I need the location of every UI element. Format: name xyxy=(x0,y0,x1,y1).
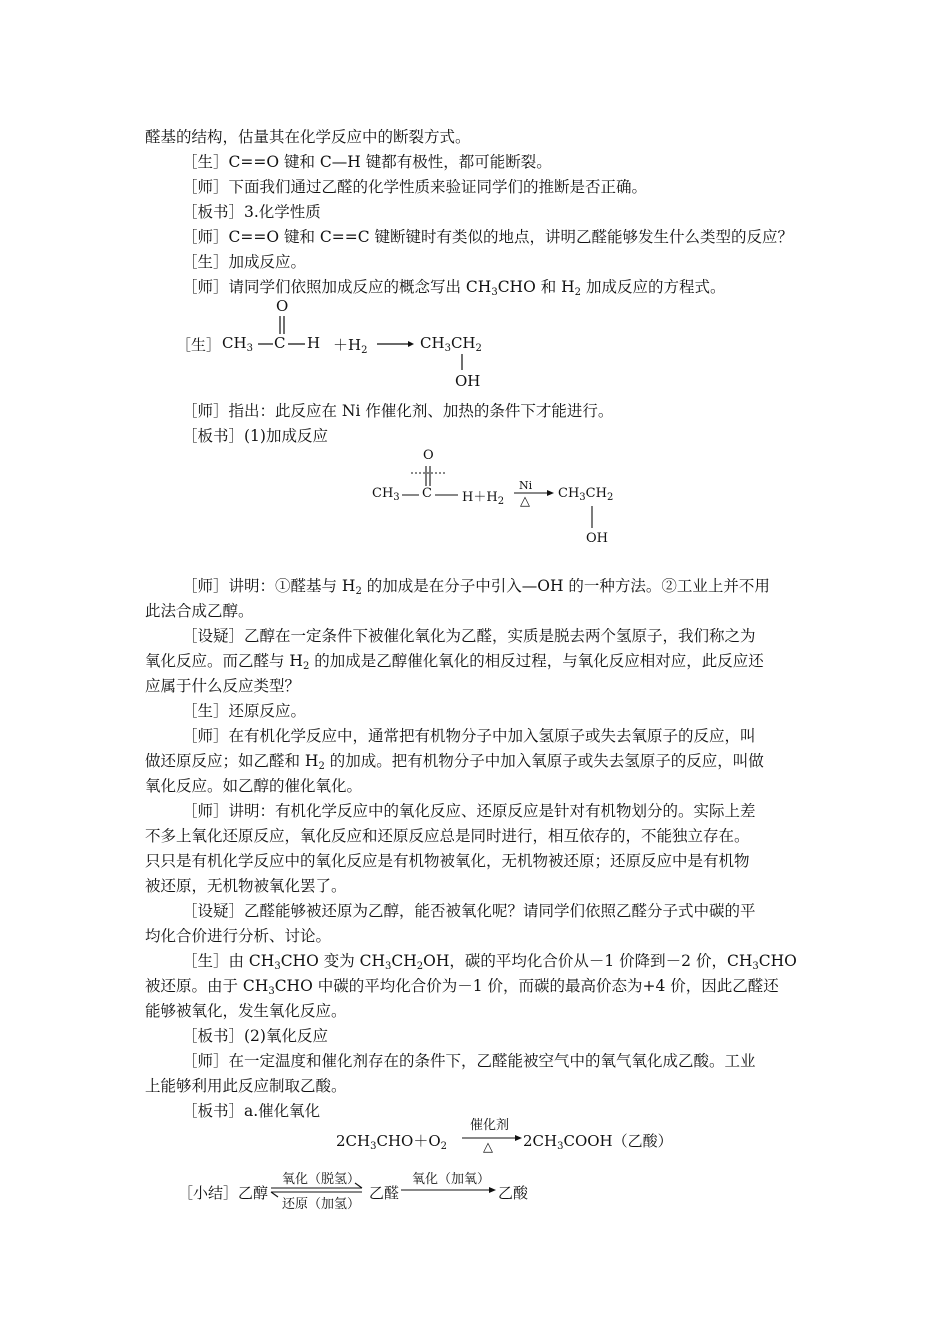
eq1-carbon: C xyxy=(274,334,286,352)
text-line: 被还原，无机物被氧化罢了。 xyxy=(145,877,347,895)
summary-acetic-acid: 乙酸 xyxy=(498,1184,529,1202)
text-line: 应属于什么反应类型？ xyxy=(145,677,301,695)
text-line: ［师］C==O 键和 C==C 键断键时有类似的地点，讲明乙醛能够发生什么类型的反应？ xyxy=(182,228,794,246)
eq3-heat: △ xyxy=(483,1140,493,1155)
text-line: ［生］C==O 键和 C—H 键都有极性，都可能断裂。 xyxy=(182,153,552,171)
text-line: 做还原反应；如乙醛和 $H_2$ 的加成。把有机物分子中加入氧原子或失去氢原子的反应，叫做 xyxy=(145,752,764,772)
text-line: 上能够利用此反应制取乙酸。 xyxy=(145,1077,347,1095)
text-line: ［师］讲明：①醛基与 $H_2$ 的加成是在分子中引入—OH 的一种方法。②工业上并不用 xyxy=(182,577,770,597)
text-line: ［板书］3.化学性质 xyxy=(182,203,321,221)
speaker-label: ［生］ xyxy=(176,336,222,354)
text-line: ［师］讲明：有机化学反应中的氧化反应、还原反应是针对有机物划分的。实际上差 xyxy=(182,802,756,820)
text-line: ［生］加成反应。 xyxy=(182,253,307,271)
eq3-product: $2CH_3COOH$（乙酸） xyxy=(523,1132,673,1152)
eq1-ch3: $CH_3$ xyxy=(222,334,253,354)
eq2-catalyst: Ni xyxy=(519,479,533,492)
text-line: 均化合价进行分析、讨论。 xyxy=(145,927,332,945)
eq1-oxygen: O xyxy=(276,297,289,315)
eq3-catalyst: 催化剂 xyxy=(470,1118,510,1133)
text-line: 醛基的结构，估量其在化学反应中的断裂方式。 xyxy=(145,128,471,146)
summary-acetaldehyde: 乙醛 xyxy=(369,1184,400,1202)
text-line: 氧化反应。如乙醇的催化氧化。 xyxy=(145,777,363,795)
eq1-oh: OH xyxy=(455,372,481,390)
text-line: ［师］下面我们通过乙醛的化学性质来验证同学们的推断是否正确。 xyxy=(182,178,648,196)
eq2-carbon: C xyxy=(422,486,432,501)
eq3-reactants: $2CH_3CHO+O_2$ xyxy=(336,1132,448,1152)
text-line: ［师］在一定温度和催化剂存在的条件下，乙醛能被空气中的氧气氧化成乙酸。工业 xyxy=(182,1052,756,1070)
text-line: 不多上氧化还原反应，氧化反应和还原反应总是同时进行，相互依存的，不能独立存在。 xyxy=(145,827,750,845)
eq2-oh: OH xyxy=(586,531,608,546)
text-line: ［板书］a.催化氧化 xyxy=(182,1102,321,1120)
text-line: ［师］请同学们依照加成反应的概念写出 $CH_3CHO$ 和 $H_2$ 加成反应的方程式。 xyxy=(182,278,726,298)
text-line: ［生］还原反应。 xyxy=(182,702,307,720)
text-line: ［设疑］乙醇在一定条件下被催化氧化为乙醛，实质是脱去两个氢原子，我们称之为 xyxy=(182,627,756,645)
eq2-product: $CH_3CH_2$ xyxy=(558,486,614,503)
summary-reverse-label: 还原（加氢） xyxy=(282,1197,361,1212)
text-line: 此法合成乙醇。 xyxy=(145,602,254,620)
summary-forward2-label: 氧化（加氧） xyxy=(412,1172,491,1187)
text-line: ［板书］(2)氧化反应 xyxy=(182,1027,328,1045)
text-line: ［师］在有机化学反应中，通常把有机物分子中加入氢原子或失去氧原子的反应，叫 xyxy=(182,727,756,745)
summary-forward-label: 氧化（脱氢） xyxy=(282,1172,361,1187)
eq1-product: $CH_3CH_2$ xyxy=(420,334,482,354)
text-line: 只只是有机化学反应中的氧化反应是有机物被氧化，无机物被还原；还原反应中是有机物 xyxy=(145,852,750,870)
eq2-oxygen: O xyxy=(423,448,434,463)
summary-ethanol: 乙醇 xyxy=(238,1184,269,1202)
text-line: 被还原。由于 $CH_3CHO$ 中碳的平均化合价为－1 价，而碳的最高价态为+4 价，因此乙醛还 xyxy=(145,977,779,997)
text-line: ［生］由 $CH_3CHO$ 变为 $CH_3CH_2OH$，碳的平均化合价从－1 价降到－2 价，$CH_3CHO$ xyxy=(182,952,797,972)
summary-label: ［小结］ xyxy=(178,1184,239,1202)
eq2-heat: △ xyxy=(520,494,530,509)
text-line: 能够被氧化，发生氧化反应。 xyxy=(145,1002,347,1020)
eq2-h-plus-h2: $H+H_2$ xyxy=(462,490,505,507)
text-line: ［师］指出：此反应在 Ni 作催化剂、加热的条件下才能进行。 xyxy=(182,402,614,420)
text-line: ［设疑］乙醛能够被还原为乙醇，能否被氧化呢？请同学们依照乙醛分子式中碳的平 xyxy=(182,902,756,920)
eq2-ch3: $CH_3$ xyxy=(372,486,400,503)
eq1-hydrogen: H xyxy=(307,334,321,352)
eq1-plus-h2: $+H_2$ xyxy=(333,336,368,356)
text-line: ［板书］(1)加成反应 xyxy=(182,427,328,445)
text-line: 氧化反应。而乙醛与 $H_2$ 的加成是乙醇催化氧化的相反过程，与氧化反应相对应，此反应还 xyxy=(145,652,764,672)
